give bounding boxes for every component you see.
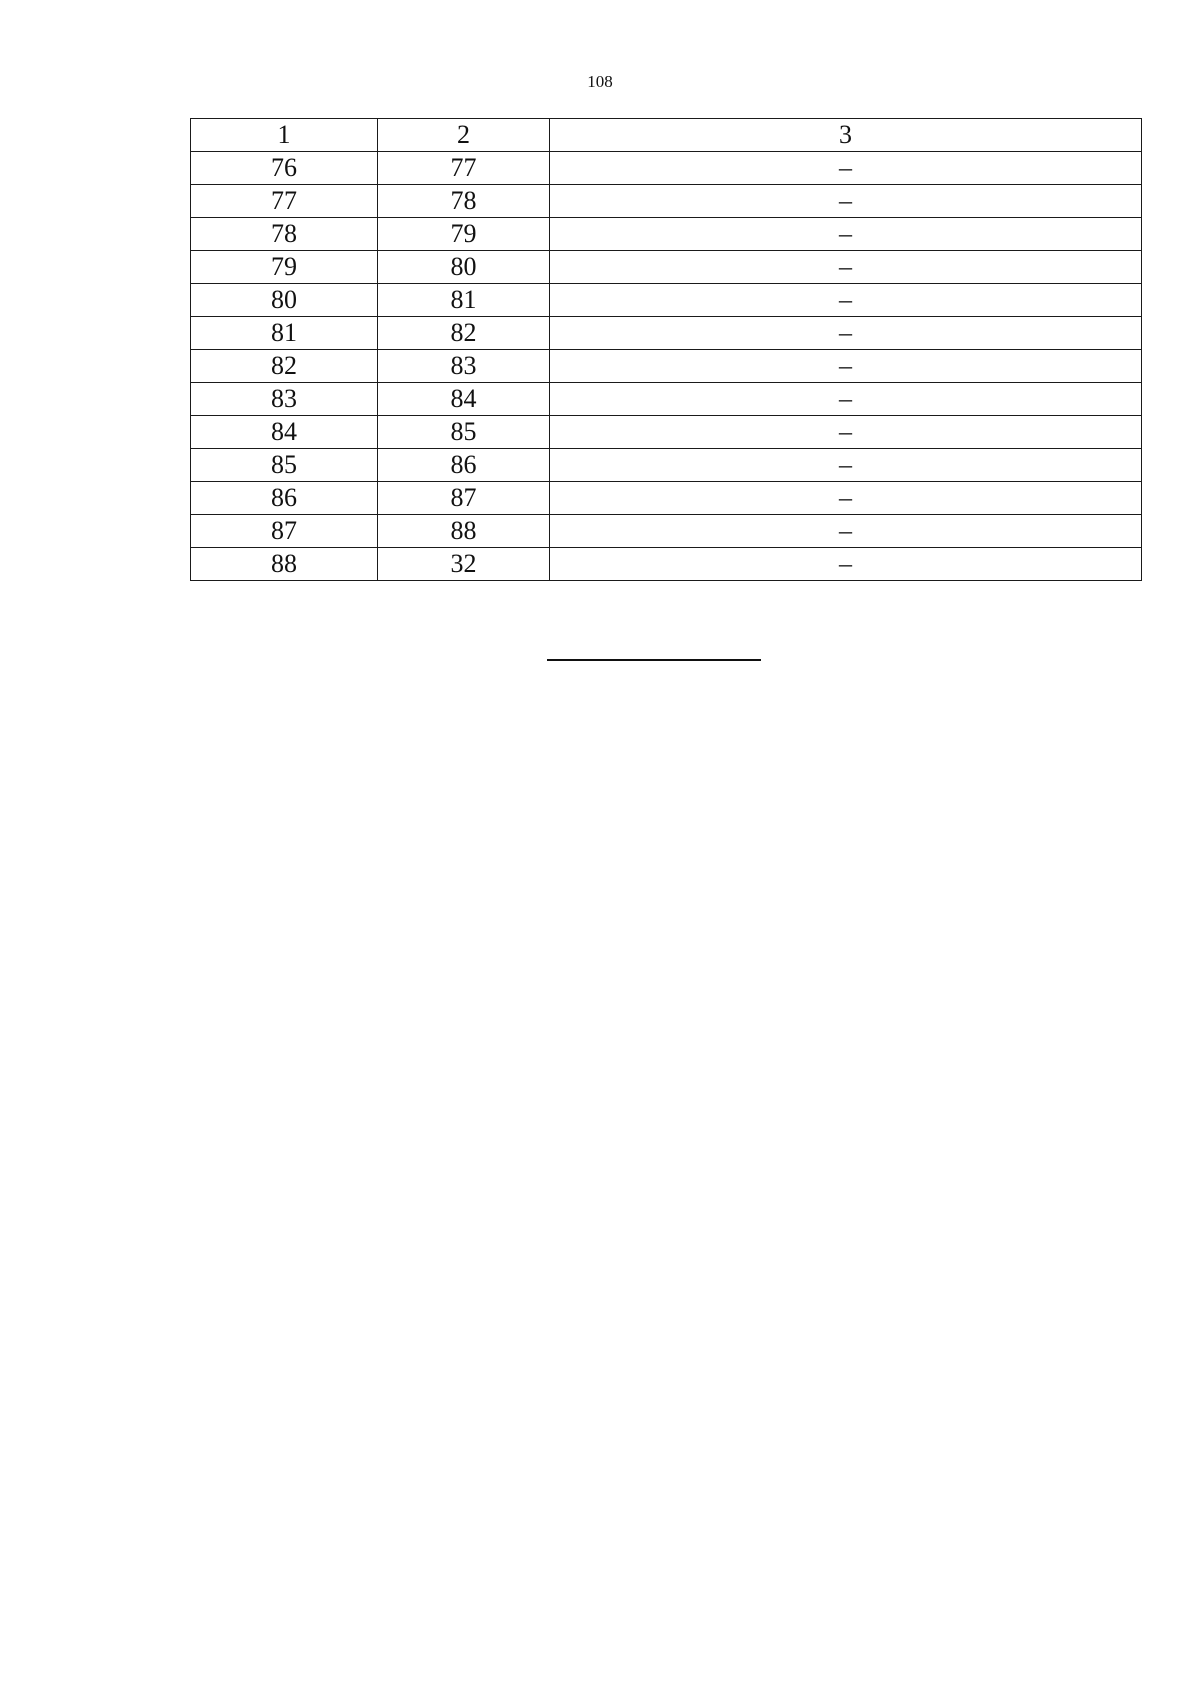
cell-col-2: 84 bbox=[378, 383, 550, 416]
table-header-row bbox=[191, 119, 1142, 152]
cell-col-2: 82 bbox=[378, 317, 550, 350]
cell-col-3: – bbox=[550, 284, 1142, 317]
cell-col-3: – bbox=[550, 152, 1142, 185]
cell-col-3: – bbox=[550, 515, 1142, 548]
cell-col-3: – bbox=[550, 185, 1142, 218]
header-cell-2: 2 bbox=[378, 119, 550, 152]
cell-col-1: 80 bbox=[191, 284, 378, 317]
cell-col-1: 88 bbox=[191, 548, 378, 581]
cell-col-1: 85 bbox=[191, 449, 378, 482]
cell-col-2: 79 bbox=[378, 218, 550, 251]
header-cell-1: 1 bbox=[191, 119, 378, 152]
cell-col-3: – bbox=[550, 383, 1142, 416]
cell-col-1: 87 bbox=[191, 515, 378, 548]
cell-col-1: 83 bbox=[191, 383, 378, 416]
cell-col-3: – bbox=[550, 317, 1142, 350]
table-row bbox=[191, 482, 1142, 515]
cell-col-2: 86 bbox=[378, 449, 550, 482]
table-row bbox=[191, 317, 1142, 350]
table-row bbox=[191, 218, 1142, 251]
cell-col-3: – bbox=[550, 251, 1142, 284]
cell-col-1: 84 bbox=[191, 416, 378, 449]
table-row bbox=[191, 515, 1142, 548]
table-row bbox=[191, 383, 1142, 416]
header-cell-3: 3 bbox=[550, 119, 1142, 152]
cell-col-1: 82 bbox=[191, 350, 378, 383]
cell-col-2: 77 bbox=[378, 152, 550, 185]
page-number: 108 bbox=[587, 72, 613, 91]
data-table bbox=[190, 118, 1142, 581]
table-row bbox=[191, 449, 1142, 482]
cell-col-2: 78 bbox=[378, 185, 550, 218]
cell-col-2: 88 bbox=[378, 515, 550, 548]
table-row bbox=[191, 284, 1142, 317]
table-row bbox=[191, 152, 1142, 185]
cell-col-1: 81 bbox=[191, 317, 378, 350]
cell-col-3: – bbox=[550, 218, 1142, 251]
cell-col-3: – bbox=[550, 350, 1142, 383]
cell-col-2: 87 bbox=[378, 482, 550, 515]
cell-col-1: 77 bbox=[191, 185, 378, 218]
cell-col-3: – bbox=[550, 449, 1142, 482]
table-row bbox=[191, 185, 1142, 218]
cell-col-2: 32 bbox=[378, 548, 550, 581]
cell-col-2: 81 bbox=[378, 284, 550, 317]
end-of-document-rule bbox=[547, 659, 761, 661]
cell-col-1: 78 bbox=[191, 218, 378, 251]
cell-col-2: 85 bbox=[378, 416, 550, 449]
cell-col-1: 76 bbox=[191, 152, 378, 185]
cell-col-2: 83 bbox=[378, 350, 550, 383]
cell-col-3: – bbox=[550, 482, 1142, 515]
table-row bbox=[191, 548, 1142, 581]
table-row bbox=[191, 251, 1142, 284]
table-body bbox=[191, 119, 1142, 581]
cell-col-3: – bbox=[550, 416, 1142, 449]
table-row bbox=[191, 416, 1142, 449]
cell-col-1: 86 bbox=[191, 482, 378, 515]
cell-col-3: – bbox=[550, 548, 1142, 581]
cell-col-2: 80 bbox=[378, 251, 550, 284]
table-row bbox=[191, 350, 1142, 383]
cell-col-1: 79 bbox=[191, 251, 378, 284]
